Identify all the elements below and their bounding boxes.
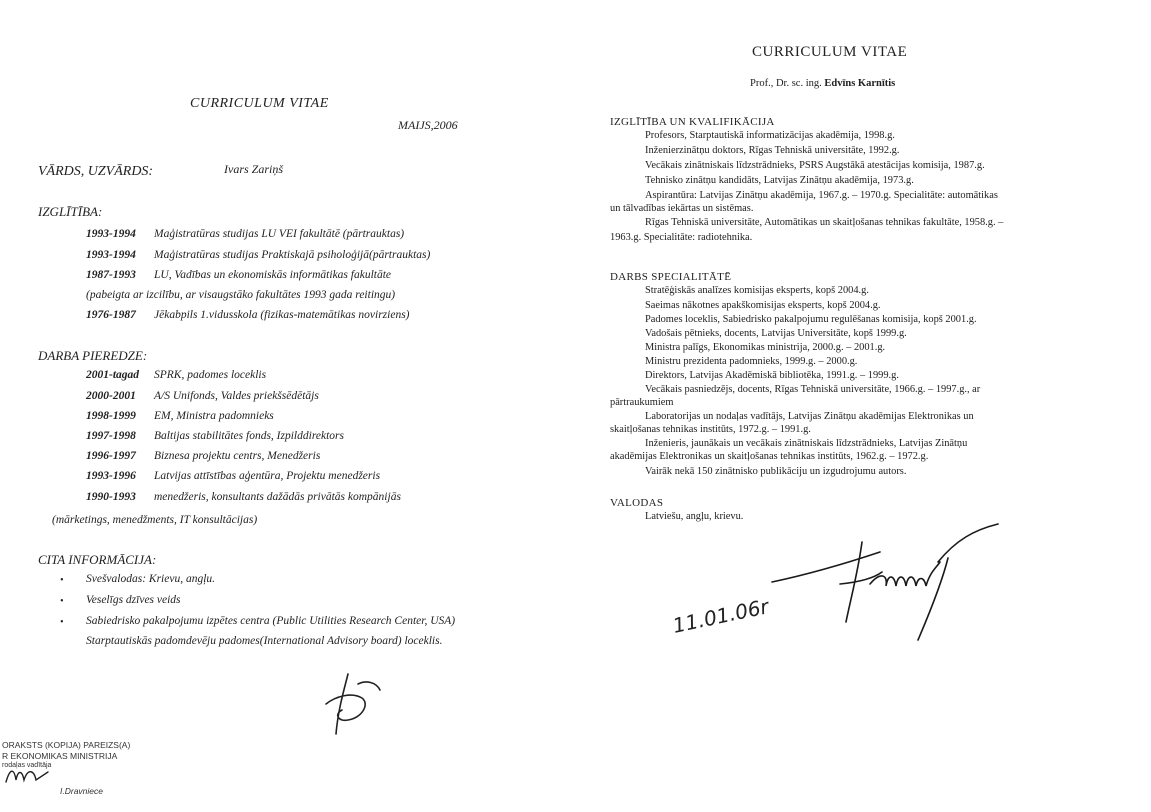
work-line: Saeimas nākotnes apakškomisijas eksperts, kopš 2004.g. <box>645 300 881 311</box>
work-year: 1996-1997 <box>86 450 136 462</box>
work-item: A/S Unifonds, Valdes priekšsēdētājs <box>154 390 319 402</box>
work-line: Ministru prezidenta padomnieks, 1999.g. – 2000.g. <box>645 356 858 367</box>
work-line: Stratēģiskās analīzes komisijas eksperts, kopš 2004.g. <box>645 285 869 296</box>
work-line: Direktors, Latvijas Akadēmiskā bibliotēka, 1991.g. – 1999.g. <box>645 370 899 381</box>
work-line: Vadošais pētnieks, docents, Latvijas Universitāte, kopš 1999.g. <box>645 328 907 339</box>
bullet-icon: • <box>60 596 64 607</box>
education-year: 1993-1994 <box>86 228 136 240</box>
work-line: Vairāk nekā 150 zinātnisko publikāciju un izgudrojumu autors. <box>645 466 907 477</box>
other-item: Svešvalodas: Krievu, angļu. <box>86 573 216 585</box>
work-item: Biznesa projektu centrs, Menedžeris <box>154 450 321 462</box>
other-item: Veselīgs dzīves veids <box>86 594 181 606</box>
work-year: 2000-2001 <box>86 390 136 402</box>
subtitle-prefix: Prof., Dr. sc. ing. <box>750 78 822 89</box>
education-year: 1993-1994 <box>86 249 136 261</box>
education-line: Rīgas Tehniskā universitāte, Automātikas un skaitļošanas tehnikas fakultāte, 1958.g. – <box>645 217 1004 228</box>
education-item: Maģistratūras studijas LU VEI fakultātē (pārtrauktas) <box>154 228 405 240</box>
right-signature-icon <box>770 522 1000 642</box>
education-line-continuation: un tālvadības iekārtas un sistēmas. <box>610 203 754 214</box>
work-year: 2001-tagad <box>86 369 140 381</box>
right-education-heading: IZGLĪTĪBA UN KVALIFIKĀCIJA <box>610 116 775 128</box>
work-item: menedžeris, konsultants dažādās privātās kompānijās <box>154 491 401 503</box>
bullet-icon: • <box>60 575 64 586</box>
stamp-signature-icon <box>4 764 52 786</box>
work-item: Baltijas stabilitātes fonds, Izpilddirektors <box>154 430 344 442</box>
work-item: Latvijas attīstības aģentūra, Projektu menedžeris <box>154 470 381 482</box>
other-item: Sabiedrisko pakalpojumu izpētes centra (Public Utilities Research Center, USA) <box>86 615 456 627</box>
work-line-continuation: pārtraukumiem <box>610 397 674 408</box>
education-line: Profesors, Starptautiskā informatizācijas akadēmija, 1998.g. <box>645 130 895 141</box>
left-name-label: VĀRDS, UZVĀRDS: <box>38 164 154 179</box>
work-item: EM, Ministra padomnieks <box>154 410 274 422</box>
work-line: Inženieris, jaunākais un vecākais zinātniskais līdzstrādnieks, Latvijas Zinātņu <box>645 438 968 449</box>
education-line: Tehnisko zinātņu kandidāts, Latvijas Zinātņu akadēmija, 1973.g. <box>645 175 914 186</box>
right-work-heading: DARBS SPECIALITĀTĒ <box>610 271 732 283</box>
work-line: Laboratorijas un nodaļas vadītājs, Latvijas Zinātņu akadēmijas Elektronikas un <box>645 411 974 422</box>
education-item-continuation: (pabeigta ar izcilību, ar visaugstāko fakultātes 1993 gada reitingu) <box>86 289 396 301</box>
education-item: LU, Vadības un ekonomiskās informātikas fakultāte <box>154 269 392 281</box>
left-name-value: Ivars Zariņš <box>224 162 284 176</box>
left-cv-date: MAIJS,2006 <box>398 118 458 132</box>
work-line: Vecākais pasniedzējs, docents, Rīgas Tehniskā universitāte, 1966.g. – 1997.g., ar <box>645 384 981 395</box>
work-year: 1993-1996 <box>86 470 136 482</box>
right-cv-subtitle <box>750 78 895 89</box>
stamp-line: I.Dravniece <box>60 786 103 796</box>
stamp-line: rodaļas vadītāja <box>2 762 52 769</box>
other-item-continuation: Starptautiskās padomdevēju padomes(International Advisory board) loceklis. <box>86 635 443 647</box>
work-line: Padomes loceklis, Sabiedrisko pakalpojumu regulēšanas komisija, kopš 2001.g. <box>645 314 977 325</box>
work-item-continuation: (mārketings, menedžments, IT konsultācijas) <box>52 514 258 526</box>
work-year: 1997-1998 <box>86 430 136 442</box>
left-education-heading: IZGLĪTĪBA: <box>38 204 103 219</box>
right-languages-heading: VALODAS <box>610 497 664 509</box>
education-line: Vecākais zinātniskais līdzstrādnieks, PSRS Augstākā atestācijas komisija, 1987.g. <box>645 160 985 171</box>
left-cv-title: CURRICULUM VITAE <box>190 96 329 111</box>
work-line: Ministra palīgs, Ekonomikas ministrija, 2000.g. – 2001.g. <box>645 342 886 353</box>
languages-value: Latviešu, angļu, krievu. <box>645 511 744 522</box>
left-other-heading: CITA INFORMĀCIJA: <box>38 552 157 567</box>
education-line-continuation: 1963.g. Specialitāte: radiotehnika. <box>610 232 753 243</box>
education-line: Aspirantūra: Latvijas Zinātņu akadēmija, 1967.g. – 1970.g. Specialitāte: automātikas <box>645 190 998 201</box>
education-year: 1976-1987 <box>86 309 136 321</box>
handwritten-date: 11.01.06r <box>670 594 771 638</box>
work-year: 1998-1999 <box>86 410 136 422</box>
education-item: Jēkabpils 1.vidusskola (fizikas-matemātikas novirziens) <box>154 309 410 321</box>
subtitle-name: Edvīns Karnītis <box>824 78 896 89</box>
work-year: 1990-1993 <box>86 491 136 503</box>
bullet-icon: • <box>60 617 64 628</box>
work-item: SPRK, padomes loceklis <box>154 369 267 381</box>
stamp-line: R EKONOMIKAS MINISTRIJA <box>2 751 118 761</box>
left-work-heading: DARBA PIEREDZE: <box>38 348 148 363</box>
education-line: Inženierzinātņu doktors, Rīgas Tehniskā universitāte, 1992.g. <box>645 145 900 156</box>
left-signature-icon <box>318 670 388 740</box>
stamp-line: ORAKSTS (KOPIJA) PAREIZS(A) <box>2 740 131 750</box>
right-cv-title: CURRICULUM VITAE <box>752 44 908 60</box>
work-line-continuation: akadēmijas Elektronikas un skaitļošanas tehnikas institūts, 1962.g. – 1972.g. <box>610 451 929 462</box>
education-item: Maģistratūras studijas Praktiskajā psiholoģijā(pārtrauktas) <box>154 249 431 261</box>
education-year: 1987-1993 <box>86 269 136 281</box>
work-line-continuation: skaitļošanas tehnikas institūts, 1972.g. – 1991.g. <box>610 424 811 435</box>
